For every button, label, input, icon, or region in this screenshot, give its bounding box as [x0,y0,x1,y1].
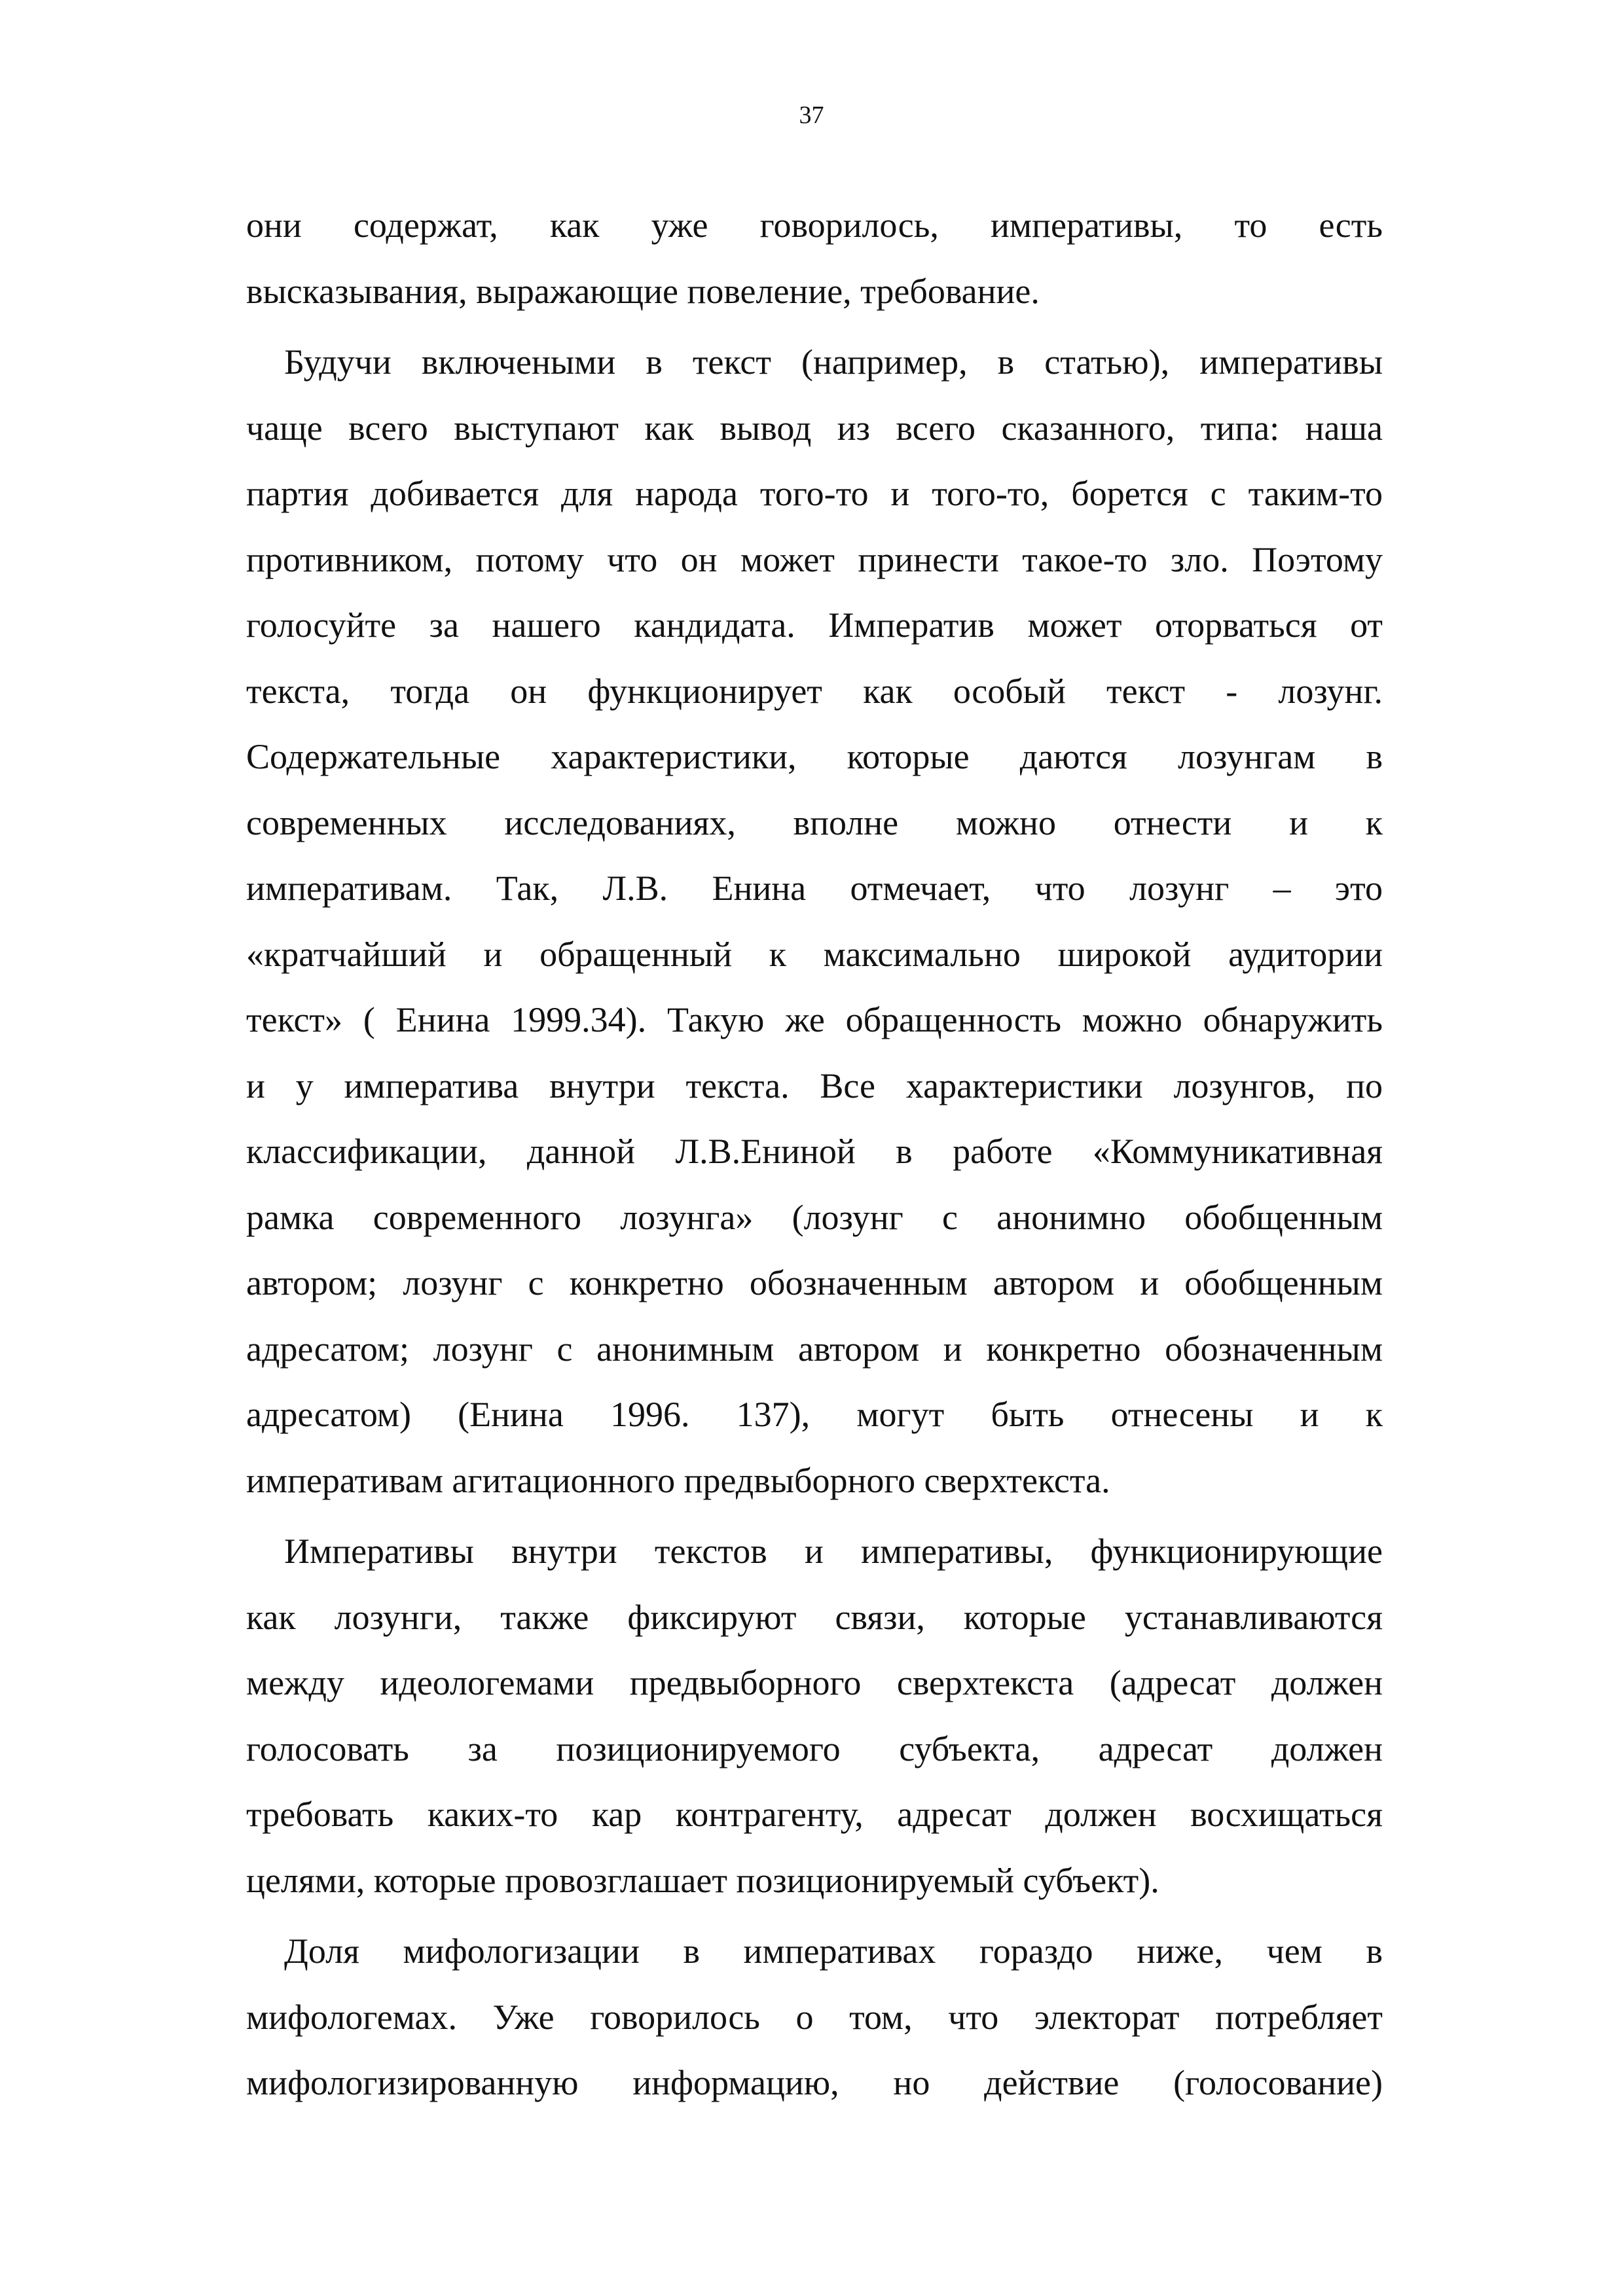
text-line: Будучи включеными в текст (например, в статью), императивы [284,342,1383,382]
text-line: текста, тогда он функционирует как особый текст - лозунг. [246,671,1383,711]
text-line: голосуйте за нашего кандидата. Императив может оторваться от [246,605,1383,645]
page-number: 37 [799,101,824,129]
text-line: и у императива внутри текста. Все характеристики лозунгов, по [246,1066,1383,1105]
text-line: текст» ( Енина 1999.34). Такую же обращенность можно обнаружить [246,1000,1383,1039]
text-line: современных исследованиях, вполне можно отнести и к [246,802,1383,842]
text-line: автором; лозунг с конкретно обозначенным автором и обобщенным [246,1263,1383,1302]
body-text [246,192,1383,2116]
text-line: адресатом) (Енина 1996. 137), могут быть отнесены и к [246,1395,1383,1434]
text-line: императивам. Так, Л.В. Енина отмечает, что лозунг – это [246,869,1383,908]
text-line: противником, потому что он может принести такое-то зло. Поэтому [246,539,1383,579]
text-line: Доля мифологизации в императивах гораздо ниже, чем в [284,1931,1383,1971]
text-line: мифологизированную информацию, но действие (голосование) [246,2063,1383,2102]
text-line: голосовать за позиционируемого субъекта, адресат должен [246,1729,1383,1768]
text-line: Содержательные характеристики, которые даются лозунгам в [246,737,1383,776]
text-line: Императивы внутри текстов и императивы, функционирующие [284,1532,1383,1571]
text-line: они содержат, как уже говорилось, императивы, то есть [246,206,1383,245]
paragraph [246,1918,1383,2116]
text-line: мифологемах. Уже говорилось о том, что электорат потребляет [246,1997,1383,2037]
text-line: классификации, данной Л.В.Ениной в работе «Коммуникативная [246,1132,1383,1171]
text-line: адресатом; лозунг с анонимным автором и конкретно обозначенным [246,1329,1383,1369]
paragraph [246,1518,1383,1913]
paragraph [246,329,1383,1513]
paragraph [246,192,1383,324]
text-line: партия добивается для народа того-то и того-то, борется с таким-то [246,474,1383,513]
text-line: чаще всего выступают как вывод из всего сказанного, типа: наша [246,408,1383,448]
text-line: требовать каких-то кар контрагенту, адресат должен восхищаться [246,1795,1383,1834]
text-line: высказывания, выражающие повеление, требование. [246,271,1040,311]
text-line: рамка современного лозунга» (лозунг с анонимно обобщенным [246,1197,1383,1237]
text-line: «кратчайший и обращенный к максимально широкой аудитории [246,934,1383,974]
text-line: между идеологемами предвыборного сверхтекста (адресат должен [246,1663,1383,1702]
text-line: как лозунги, также фиксируют связи, которые устанавливаются [246,1597,1383,1637]
text-line: целями, которые провозглашает позиционируемый субъект). [246,1860,1159,1900]
text-line: императивам агитационного предвыборного сверхтекста. [246,1460,1110,1500]
